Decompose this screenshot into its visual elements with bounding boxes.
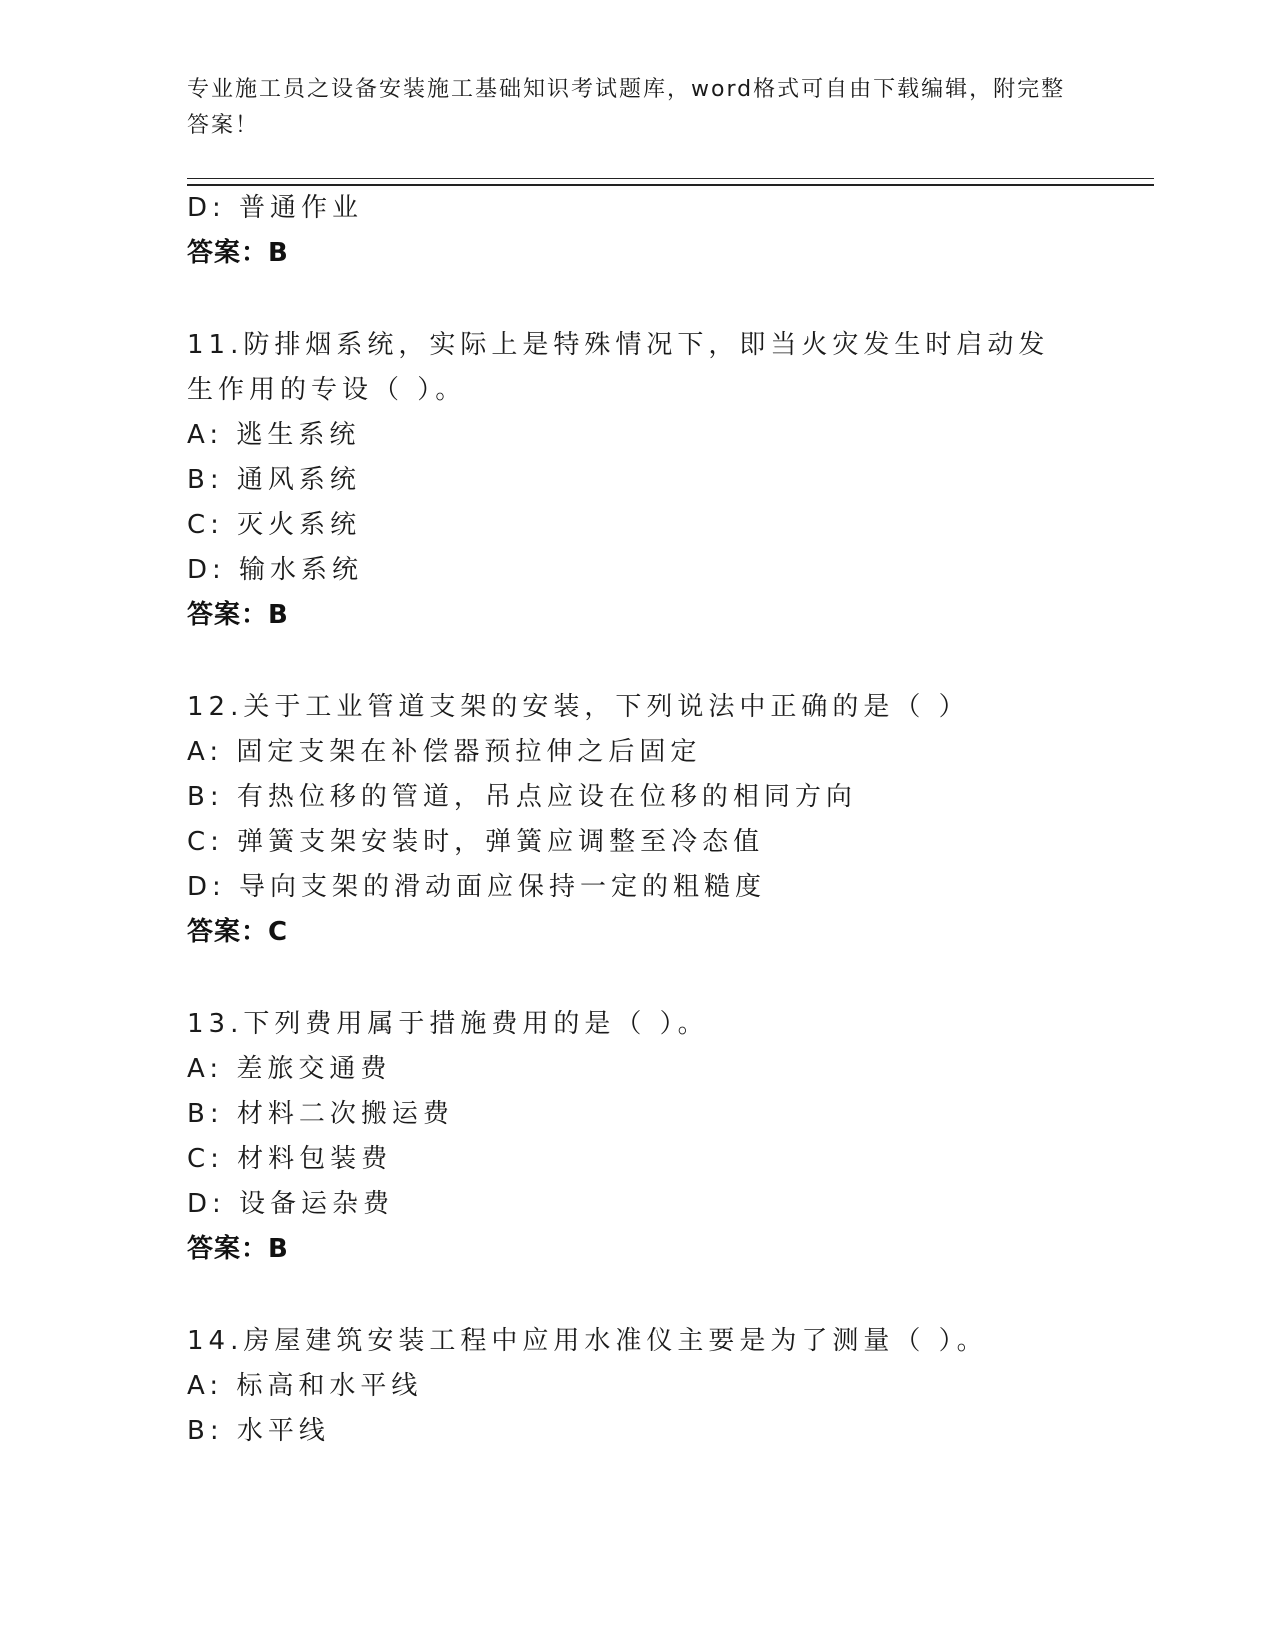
question-stem: 13.下列费用属于措施费用的是（ ）。	[187, 1009, 709, 1039]
option-b: B: 有热位移的管道，吊点应设在位移的相同方向	[187, 782, 857, 812]
option-a: A: 差旅交通费	[187, 1054, 392, 1084]
option-c: C: 弹簧支架安装时，弹簧应调整至冷态值	[187, 827, 765, 857]
option-d: D: 普通作业	[187, 193, 364, 223]
option-b: B: 材料二次搬运费	[187, 1099, 454, 1129]
answer-line: 答案：C	[187, 917, 289, 947]
option-b: B: 通风系统	[187, 465, 361, 495]
question-block-13	[187, 1002, 1087, 1272]
option-a: A: 固定支架在补偿器预拉伸之后固定	[187, 737, 702, 767]
question-stem: 11.防排烟系统，实际上是特殊情况下，即当火灾发生时启动发生作用的专设（ ）。	[187, 330, 1050, 405]
option-b: B: 水平线	[187, 1416, 330, 1446]
option-c: C: 材料包装费	[187, 1144, 393, 1174]
option-d: D: 输水系统	[187, 555, 364, 585]
question-block-12	[187, 685, 1087, 955]
question-list	[187, 186, 1087, 1454]
answer-line: 答案：B	[187, 600, 289, 630]
question-block-11	[187, 323, 1087, 638]
document-header: 专业施工员之设备安装施工基础知识考试题库，word格式可自由下载编辑，附完整答案！	[187, 77, 1066, 138]
option-a: A: 逃生系统	[187, 420, 361, 450]
option-d: D: 导向支架的滑动面应保持一定的粗糙度	[187, 872, 767, 902]
question-stem: 12.关于工业管道支架的安装，下列说法中正确的是（ ）	[187, 692, 970, 722]
question-stem: 14.房屋建筑安装工程中应用水准仪主要是为了测量（ ）。	[187, 1326, 988, 1356]
question-block-10-tail	[187, 186, 1087, 276]
option-d: D: 设备运杂费	[187, 1189, 395, 1219]
option-a: A: 标高和水平线	[187, 1371, 423, 1401]
question-block-14	[187, 1319, 1087, 1454]
option-c: C: 灭火系统	[187, 510, 362, 540]
answer-line: 答案：B	[187, 1234, 289, 1264]
header-divider-thin	[187, 178, 1154, 179]
answer-line: 答案：B	[187, 238, 289, 268]
